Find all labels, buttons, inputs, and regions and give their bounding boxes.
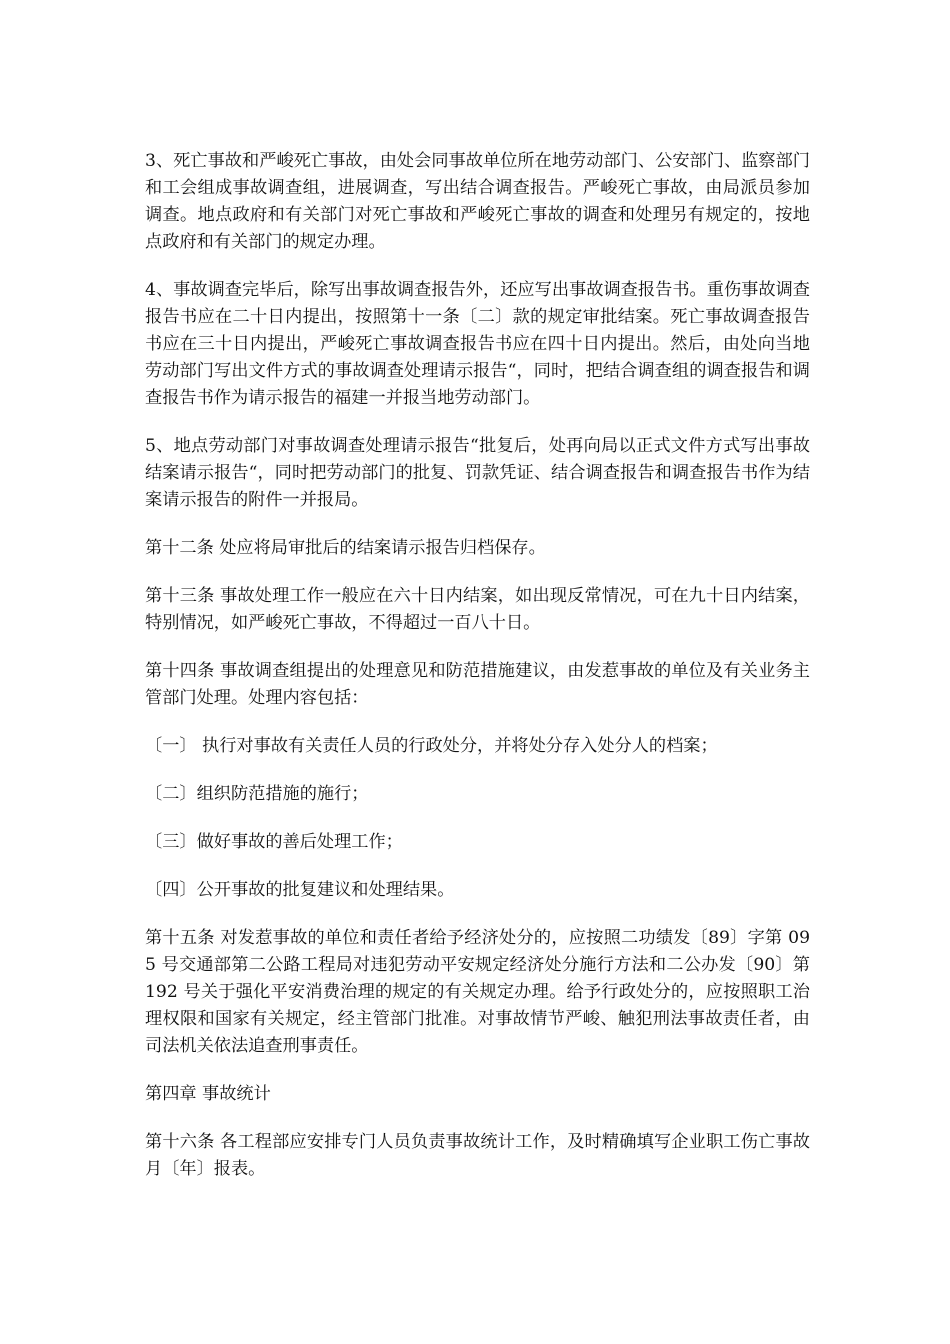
paragraph-article-12: 第十二条 处应将局审批后的结案请示报告归档保存。 bbox=[145, 538, 546, 558]
list-item-4: 〔四〕公开事故的批复建议和处理结果。 bbox=[145, 880, 455, 900]
paragraph-article-16: 第十六条 各工程部应安排专门人员负责事故统计工作，及时精确填写企业职工伤亡事故月〔年〕报表。 bbox=[145, 1132, 810, 1179]
paragraph-article-15: 第十五条 对发惹事故的单位和责任者给予经济处分的，应按照二功绩发〔89〕字第 095 号交通部第二公路工程局对违犯劳动平安规定经济处分施行方法和二公办发〔90〕第 192 号关于强化平安消费治理的规定的有关规定办理。给予行政处分的，应按照职工治理权限和国家有关规定，经主管部门批准。对事故情节严峻、触犯刑法事故责任者，由司法机关依法追查刑事责任。 bbox=[145, 928, 810, 1056]
paragraph-clause-4: 4、事故调查完毕后，除写出事故调查报告外，还应写出事故调查报告书。重伤事故调查报告书应在二十日内提出，按照第十一条〔二〕款的规定审批结案。死亡事故调查报告书应在三十日内提出，严峻死亡事故调查报告书应在四十日内提出。然后，由处向当地劳动部门写出文件方式的事故调查处理请示报告“，同时，把结合调查组的调查报告和调查报告书作为请示报告的福建一并报当地劳动部门。 bbox=[145, 280, 810, 408]
paragraph-article-14: 第十四条 事故调查组提出的处理意见和防范措施建议，由发惹事故的单位及有关业务主管部门处理。处理内容包括： bbox=[145, 661, 810, 708]
paragraph-clause-3: 3、死亡事故和严峻死亡事故，由处会同事故单位所在地劳动部门、公安部门、监察部门和工会组成事故调查组，进展调查，写出结合调查报告。严峻死亡事故，由局派员参加调查。地点政府和有关部门对死亡事故和严峻死亡事故的调查和处理另有规定的，按地点政府和有关部门的规定办理。 bbox=[145, 151, 810, 252]
paragraph-clause-5: 5、地点劳动部门对事故调查处理请示报告“批复后，处再向局以正式文件方式写出事故结案请示报告“，同时把劳动部门的批复、罚款凭证、结合调查报告和调查报告书作为结案请示报告的附件一并报局。 bbox=[145, 436, 810, 510]
list-item-2: 〔二〕组织防范措施的施行； bbox=[145, 784, 369, 804]
list-item-3: 〔三〕做好事故的善后处理工作； bbox=[145, 832, 403, 852]
list-item-1: 〔一〕 执行对事故有关责任人员的行政处分，并将处分存入处分人的档案； bbox=[145, 736, 718, 756]
chapter-heading: 第四章 事故统计 bbox=[145, 1084, 271, 1104]
paragraph-article-13: 第十三条 事故处理工作一般应在六十日内结案，如出现反常情况，可在九十日内结案，特别情况，如严峻死亡事故，不得超过一百八十日。 bbox=[145, 586, 810, 633]
document-body bbox=[145, 148, 810, 1204]
